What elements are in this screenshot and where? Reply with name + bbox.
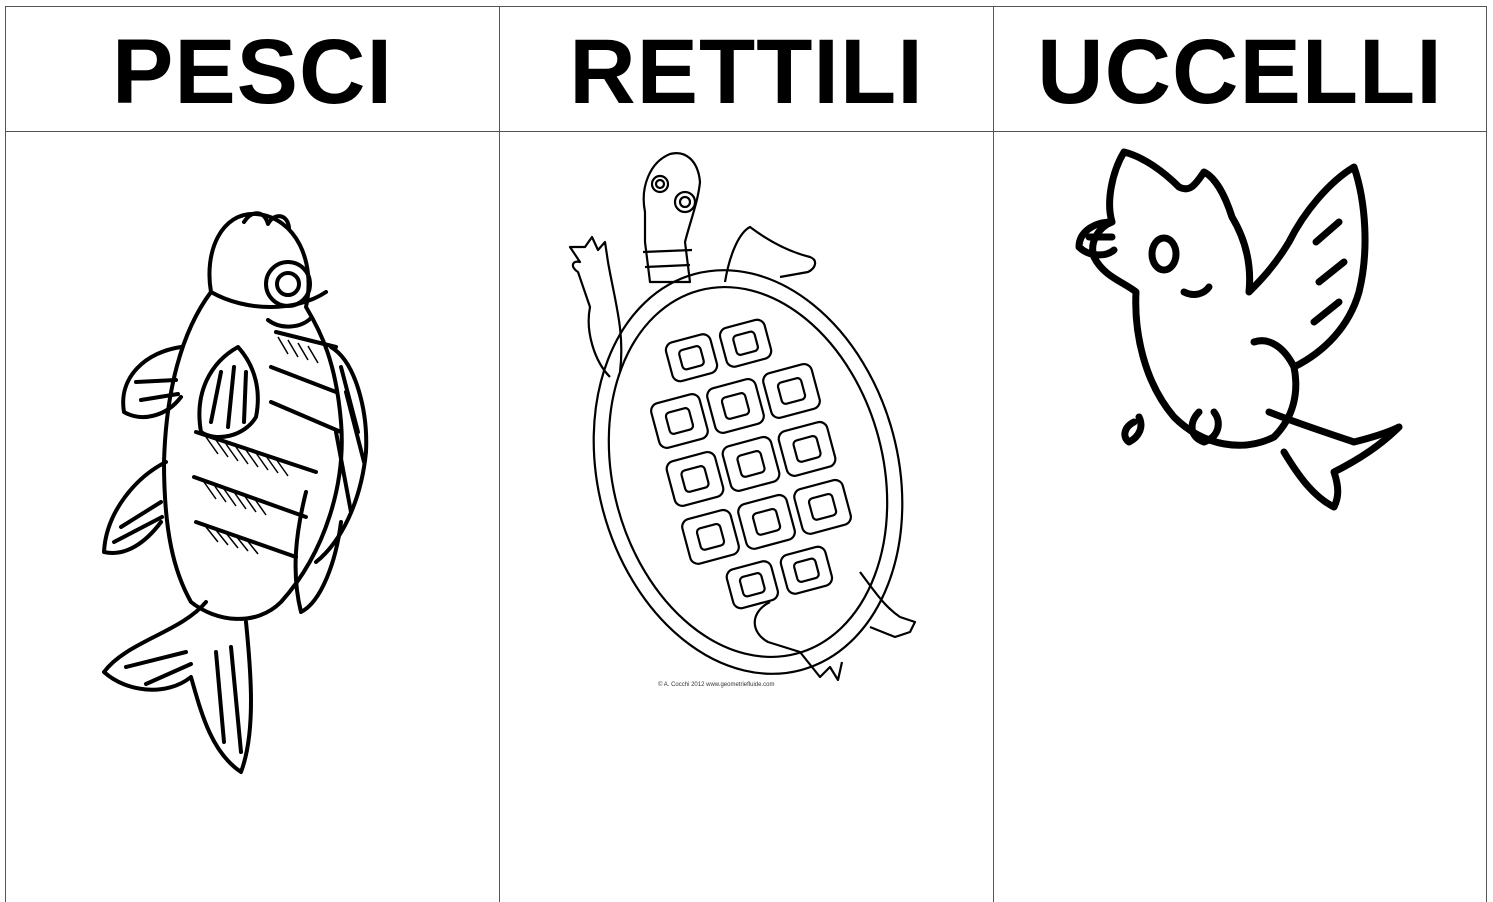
heading-uccelli: UCCELLI xyxy=(994,7,1486,132)
fish-drawing xyxy=(6,132,500,902)
classification-table xyxy=(5,6,1487,902)
turtle-credit: © A. Cocchi 2012 www.geometriefluide.com xyxy=(658,682,775,688)
heading-pesci: PESCI xyxy=(6,7,500,132)
turtle-drawing xyxy=(500,132,994,902)
cell-rettili xyxy=(500,132,994,902)
heading-rettili: RETTILI xyxy=(500,7,994,132)
cell-pesci xyxy=(6,132,500,902)
cell-uccelli xyxy=(994,132,1486,902)
bird-drawing xyxy=(994,132,1488,902)
